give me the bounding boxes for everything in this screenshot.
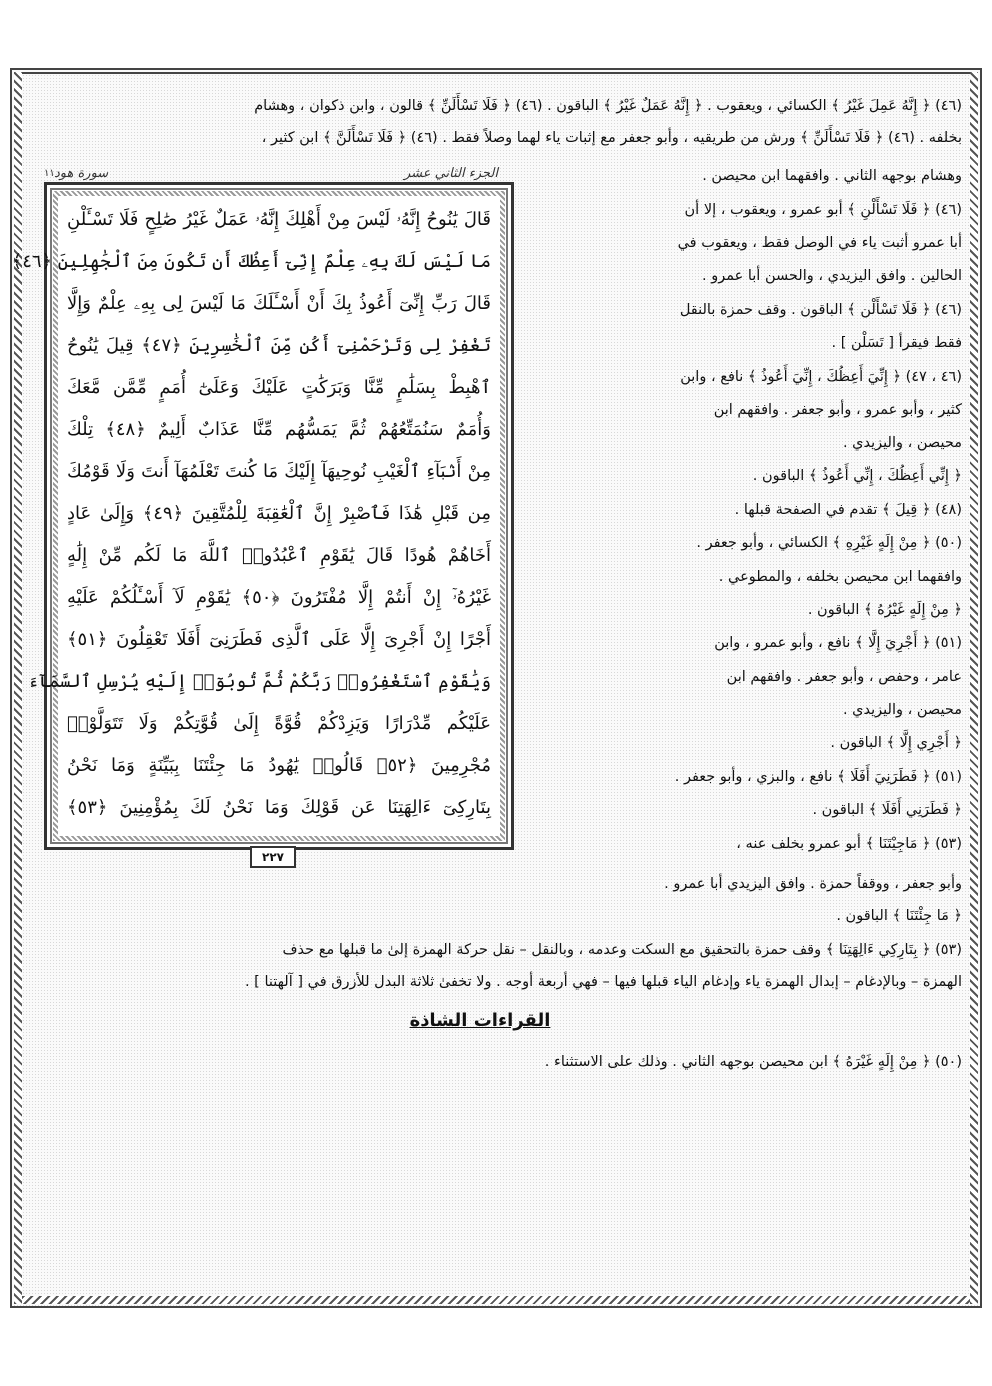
commentary-line: محيصن ، واليزيدي . xyxy=(842,435,962,451)
quran-line: وَيَٰقَوْمِ ٱسْتَغْفِرُوا۟ رَبَّكُمْ ثُمَّ تُوبُوٓا۟ إِلَيْهِ يُرْسِلِ ٱلسَّمَآءَ xyxy=(28,671,491,692)
commentary-line: (٥٣) ﴿ مَاجِيْتَنَا ﴾ أبو عمرو بخلف عنه ، xyxy=(736,836,962,852)
page-border-bottom xyxy=(14,1296,978,1304)
commentary-line: محيصن ، واليزيدي . xyxy=(842,702,962,718)
quran-line: عَلَيْكُم مِّدْرَارًا وَيَزِدْكُمْ قُوَّةً إِلَىٰ قُوَّتِكُمْ وَلَا تَتَوَلَّوْا۟ xyxy=(67,713,491,734)
quran-line: أَجْرًا إِنْ أَجْرِىَ إِلَّا عَلَى ٱلَّذِى فَطَرَنِىٓ أَفَلَا تَعْقِلُونَ ﴿٥١﴾ xyxy=(67,629,491,650)
quran-line: مِنْ أَنۢبَآءِ ٱلْغَيْبِ نُوحِيهَآ إِلَيْكَ مَا كُنتَ تَعْلَمُهَآ أَنتَ وَلَا قَوْمُكَ xyxy=(67,461,491,482)
commentary-line: ﴿ أَجْرِي إِلَّا ﴾ الباقون . xyxy=(830,735,962,751)
commentary-line: أبا عمرو أثبت ياء في الوصل فقط ، ويعقوب في xyxy=(677,235,962,251)
commentary-line: وأبو جعفر ، ووقفاً حمزة . وافق اليزيدي أبا عمرو . xyxy=(664,876,962,892)
quran-line: بِتَارِكِىٓ ءَالِهَتِنَا عَن قَوْلِكَ وَمَا نَحْنُ لَكَ بِمُؤْمِنِينَ ﴿٥٣﴾ xyxy=(67,797,491,818)
commentary-line: ﴿ مَا جِئْتَنَا ﴾ الباقون . xyxy=(836,908,962,924)
quran-line: مِن قَبْلِ هَٰذَا فَٱصْبِرْ إِنَّ ٱلْعَٰقِبَةَ لِلْمُتَّقِينَ ﴿٤٩﴾ وَإِلَىٰ عَادٍ xyxy=(67,503,491,524)
commentary-line: (٤٨) ﴿ قِيلَ ﴾ تقدم في الصفحة قبلها . xyxy=(734,502,962,518)
commentary-line: الهمزة – وبالإدغام – إبدال الهمزة ياء وإدغام الياء قبلها فيها – فهي أربعة أوجه . ولا تخفىٰ ثلاثة البدل للأزرق في [ آلهتنا ] . xyxy=(244,974,962,990)
quran-line: قَالَ رَبِّ إِنِّىٓ أَعُوذُ بِكَ أَنْ أَسْـَٔلَكَ مَا لَيْسَ لِى بِهِۦ عِلْمٌ وَإِلَّا xyxy=(67,293,491,314)
quran-line: قَالَ يَٰنُوحُ إِنَّهُۥ لَيْسَ مِنْ أَهْلِكَ إِنَّهُۥ عَمَلٌ غَيْرُ صَٰلِحٍ فَلَا تَسْـَٔلْنِ xyxy=(67,209,491,230)
quran-page-number: ٢٢٧ xyxy=(250,846,296,868)
commentary-line: (٥١) ﴿ أَجْرِيَ إِلَّا ﴾ نافع ، وأبو عمرو ، وابن xyxy=(714,635,962,651)
quran-page-image xyxy=(11,160,514,872)
commentary-line: ﴿ فَطَرَنِي أَفَلَا ﴾ الباقون . xyxy=(812,802,962,818)
juz-label: الجزء الثاني عشر xyxy=(404,166,498,181)
commentary-line: وافقهما ابن محيصن بخلفه ، والمطوعي . xyxy=(718,569,962,585)
commentary-line: وهشام بوجهه الثاني . وافقهما ابن محيصن . xyxy=(702,168,962,184)
quran-line: مَا لَيْسَ لَكَ بِهِۦ عِلْمٌ إِنِّىٓ أَعِظُكَ أَن تَكُونَ مِنَ ٱلْجَٰهِلِينَ ﴿٤٦﴾ xyxy=(11,251,491,272)
commentary-line: (٤٦) ﴿ فَلَا تَسْأَلْن ﴾ الباقون . وقف حمزة بالنقل xyxy=(679,302,962,318)
commentary-line: (٥٠) ﴿ مِنْ إِلَهٍ غَيْرَهُ ﴾ ابن محيصن بوجهه الثاني . وذلك على الاستثناء . xyxy=(544,1054,962,1070)
quran-line: أَخَاهُمْ هُودًا قَالَ يَٰقَوْمِ ٱعْبُدُوا۟ ٱللَّهَ مَا لَكُم مِّنْ إِلَٰهٍ xyxy=(67,545,491,566)
section-heading: القراءات الشاذة xyxy=(409,1010,551,1031)
page-border-right xyxy=(970,72,978,1304)
header-number: ١١ xyxy=(44,168,55,179)
sura-label: سورة هود xyxy=(54,166,109,181)
commentary-line: فقط فيقرأ [ تَسَلْن ] . xyxy=(831,335,962,351)
quran-line: غَيْرُهُۥٓ إِنْ أَنتُمْ إِلَّا مُفْتَرُونَ ﴿٥٠﴾ يَٰقَوْمِ لَآ أَسْـَٔلُكُمْ عَلَيْهِ xyxy=(67,587,491,608)
quran-line: وَأُمَمٌ سَنُمَتِّعُهُمْ ثُمَّ يَمَسُّهُم مِّنَّا عَذَابٌ أَلِيمٌ ﴿٤٨﴾ تِلْكَ xyxy=(67,419,491,440)
commentary-line: (٤٦) ﴿ إِنَّهُ عَمِلَ غَيْرُ ﴾ الكسائي ، ويعقوب . ﴿ إِنَّهُ عَمَلٌ غَيْرُ ﴾ الباقون . (٤٦) ﴿ فَلَا تَسْأَلَنِّ ﴾ قالون ، وابن ذكوان ، وهشام xyxy=(254,98,962,114)
commentary-line: ﴿ مِنْ إِلَهٍ غَيْرُهُ ﴾ الباقون . xyxy=(807,602,962,618)
commentary-line: الحالين . وافق اليزيدي ، والحسن أبا عمرو . xyxy=(701,268,962,284)
quran-line: تَغْفِرْ لِى وَتَرْحَمْنِىٓ أَكُن مِّنَ ٱلْخَٰسِرِينَ ﴿٤٧﴾ قِيلَ يَٰنُوحُ xyxy=(67,335,491,356)
commentary-line: (٥٣) ﴿ بِتَارِكِي ءَالِهَتِنَا ﴾ وقف حمزة بالتحقيق مع السكت وعدمه ، وبالنقل – نقل حركة الهمزة إلىٰ ما قبلها مع حذف xyxy=(282,942,962,958)
commentary-line: عامر ، وحفص ، وأبو جعفر . وافقهم ابن xyxy=(726,669,962,685)
quran-frame xyxy=(11,182,514,850)
commentary-line: كثير ، وأبو عمرو ، وأبو جعفر . وافقهم ابن xyxy=(713,402,962,418)
quran-line: ٱهْبِطْ بِسَلَٰمٍ مِّنَّا وَبَرَكَٰتٍ عَلَيْكَ وَعَلَىٰٓ أُمَمٍ مِّمَّن مَّعَكَ xyxy=(67,377,491,398)
commentary-line: بخلفه . (٤٦) ﴿ فَلَا تَسْأَلَنِّ ﴾ ورش من طريقيه ، وأبو جعفر مع إثبات ياء لهما وصلاً فقط . (٤٦) ﴿ فَلَا تَسْأَلَنَّ ﴾ ابن كثير ، xyxy=(261,130,962,146)
commentary-line: (٥١) ﴿ فَطَرَنِيَ أَفَلَا ﴾ نافع ، والبزي ، وأبو جعفر . xyxy=(674,769,962,785)
commentary-line: ﴿ إِنِّي أَعِظُكَ ، إِنِّي أَعُوذُ ﴾ الباقون . xyxy=(752,468,962,484)
commentary-line: (٤٦ ، ٤٧) ﴿ إِنِّيَ أَعِظُكَ ، إِنِّيَ أَعُوذُ ﴾ نافع ، وابن xyxy=(680,369,962,385)
commentary-line: (٥٠) ﴿ مِنْ إِلَهٍ غَيْرِهِ ﴾ الكسائي ، وأبو جعفر . xyxy=(696,535,962,551)
commentary-line: (٤٦) ﴿ فَلَا تَسْأَلْنِ ﴾ أبو عمرو ، ويعقوب ، إلا أن xyxy=(684,202,962,218)
quran-line: مُجْرِمِينَ ﴿٥٢﴾ قَالُوا۟ يَٰهُودُ مَا جِئْتَنَا بِبَيِّنَةٍ وَمَا نَحْنُ xyxy=(67,755,491,776)
